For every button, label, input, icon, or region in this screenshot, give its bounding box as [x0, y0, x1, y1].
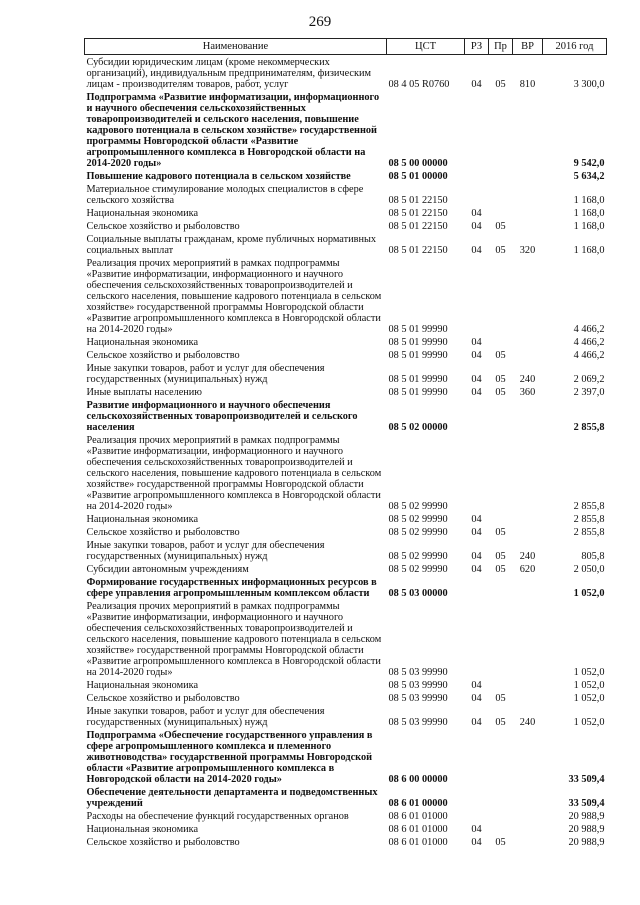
name-cell: Сельское хозяйство и рыболовство	[86, 837, 240, 848]
cst-cell: 08 4 05 R0760	[388, 79, 450, 90]
name-cell: Повышение кадрового потенциала в сельском хозяйстве	[86, 171, 351, 182]
vr-cell	[513, 525, 543, 538]
rz-cell	[465, 398, 489, 433]
rz-cell	[465, 785, 489, 809]
table-row	[85, 822, 607, 835]
table-row	[85, 512, 607, 525]
vr-cell: 360	[519, 387, 536, 398]
sum-cell: 1 052,0	[573, 693, 605, 704]
vr-cell	[513, 512, 543, 525]
rz-cell: 04	[471, 824, 482, 835]
table-row	[85, 335, 607, 348]
vr-cell	[513, 678, 543, 691]
pr-cell	[489, 822, 513, 835]
name-cell: Иные выплаты населению	[86, 387, 203, 398]
vr-cell	[513, 182, 543, 206]
header-pr: Пр	[489, 39, 513, 55]
vr-cell	[513, 728, 543, 785]
cst-cell: 08 5 02 99990	[388, 514, 448, 525]
table-row	[85, 433, 607, 512]
vr-cell	[513, 575, 543, 599]
cst-cell: 08 5 01 22150	[388, 195, 448, 206]
pr-cell	[489, 728, 513, 785]
name-cell: Сельское хозяйство и рыболовство	[86, 350, 240, 361]
pr-cell: 05	[495, 717, 506, 728]
rz-cell: 04	[471, 551, 482, 562]
pr-cell	[489, 256, 513, 335]
rz-cell	[465, 169, 489, 182]
sum-cell: 1 168,0	[573, 245, 605, 256]
cst-cell: 08 5 03 99990	[388, 693, 448, 704]
table-row	[85, 385, 607, 398]
name-cell: Национальная экономика	[86, 514, 199, 525]
table-row	[85, 348, 607, 361]
name-cell: Подпрограмма «Развитие информатизации, информационного и научного обеспечения сельскохозяйственных товаропроизводителей и сельского населения, повышение кадрового потенциала в сельском хозяйстве» государственной программы Новгородской области «Развитие агропромышленного комплекса в Новгородской области на 2014-2020 годы»	[86, 92, 380, 169]
cst-cell: 08 5 03 99990	[388, 667, 448, 678]
name-cell: Расходы на обеспечение функций государственных органов	[86, 811, 349, 822]
sum-cell: 805,8	[581, 551, 605, 562]
sum-cell: 2 069,2	[573, 374, 605, 385]
table-row	[85, 219, 607, 232]
vr-cell: 240	[519, 717, 536, 728]
cst-cell: 08 5 01 99990	[388, 387, 448, 398]
table-row	[85, 206, 607, 219]
rz-cell: 04	[471, 514, 482, 525]
pr-cell	[489, 575, 513, 599]
table-row	[85, 728, 607, 785]
sum-cell: 2 397,0	[573, 387, 605, 398]
pr-cell: 05	[495, 551, 506, 562]
rz-cell: 04	[471, 680, 482, 691]
pr-cell: 05	[495, 837, 506, 848]
pr-cell: 05	[495, 374, 506, 385]
table-row	[85, 704, 607, 728]
vr-cell	[513, 822, 543, 835]
pr-cell	[489, 599, 513, 678]
vr-cell: 240	[519, 551, 536, 562]
name-cell: Иные закупки товаров, работ и услуг для обеспечения государственных (муниципальных) нужд	[86, 706, 325, 728]
cst-cell: 08 5 03 99990	[388, 717, 448, 728]
name-cell: Иные закупки товаров, работ и услуг для обеспечения государственных (муниципальных) нужд	[86, 363, 325, 385]
pr-cell	[489, 90, 513, 169]
pr-cell	[489, 335, 513, 348]
header-rz: РЗ	[465, 39, 489, 55]
cst-cell: 08 5 03 00000	[388, 588, 448, 599]
sum-cell: 20 988,9	[568, 811, 605, 822]
cst-cell: 08 5 01 22150	[388, 208, 448, 219]
sum-cell: 20 988,9	[568, 837, 605, 848]
name-cell: Социальные выплаты гражданам, кроме публичных нормативных социальных выплат	[86, 234, 377, 256]
cst-cell: 08 6 00 00000	[388, 774, 448, 785]
name-cell: Иные закупки товаров, работ и услуг для обеспечения государственных (муниципальных) нужд	[86, 540, 325, 562]
vr-cell: 240	[519, 374, 536, 385]
name-cell: Сельское хозяйство и рыболовство	[86, 693, 240, 704]
sum-cell: 1 052,0	[573, 667, 605, 678]
table-row	[85, 835, 607, 848]
table-row	[85, 55, 607, 91]
name-cell: Подпрограмма «Обеспечение государственного управления в сфере агропромышленного комплекса и племенного животноводства» государственной программы Новгородской области «Развитие агропромышленного комплекса в Новгородской области на 2014-2020 годы»	[86, 730, 373, 785]
rz-cell: 04	[471, 350, 482, 361]
sum-cell: 5 634,2	[573, 171, 605, 182]
vr-cell	[513, 785, 543, 809]
sum-cell: 2 855,8	[573, 514, 605, 525]
vr-cell	[513, 691, 543, 704]
vr-cell	[513, 206, 543, 219]
cst-cell: 08 5 01 99990	[388, 374, 448, 385]
vr-cell: 320	[519, 245, 536, 256]
rz-cell: 04	[471, 221, 482, 232]
sum-cell: 1 168,0	[573, 195, 605, 206]
pr-cell: 05	[495, 527, 506, 538]
table-row	[85, 562, 607, 575]
table-row	[85, 90, 607, 169]
sum-cell: 4 466,2	[573, 350, 605, 361]
table-row	[85, 398, 607, 433]
sum-cell: 1 052,0	[573, 588, 605, 599]
cst-cell: 08 5 02 99990	[388, 564, 448, 575]
cst-cell: 08 5 03 99990	[388, 680, 448, 691]
name-cell: Сельское хозяйство и рыболовство	[86, 527, 240, 538]
cst-cell: 08 5 00 00000	[388, 158, 448, 169]
pr-cell: 05	[495, 693, 506, 704]
vr-cell	[513, 398, 543, 433]
vr-cell	[513, 256, 543, 335]
header-vr: ВР	[513, 39, 543, 55]
pr-cell	[489, 182, 513, 206]
table-row	[85, 232, 607, 256]
table-body	[85, 55, 607, 849]
cst-cell: 08 5 01 99990	[388, 350, 448, 361]
rz-cell: 04	[471, 245, 482, 256]
pr-cell	[489, 809, 513, 822]
rz-cell: 04	[471, 387, 482, 398]
name-cell: Сельское хозяйство и рыболовство	[86, 221, 240, 232]
name-cell: Обеспечение деятельности департамента и подведомственных учреждений	[86, 787, 378, 809]
rz-cell	[465, 809, 489, 822]
rz-cell: 04	[471, 837, 482, 848]
budget-table	[84, 38, 607, 848]
table-row	[85, 256, 607, 335]
vr-cell	[513, 835, 543, 848]
name-cell: Национальная экономика	[86, 337, 199, 348]
sum-cell: 2 855,8	[573, 501, 605, 512]
table-row	[85, 809, 607, 822]
name-cell: Реализация прочих мероприятий в рамках подпрограммы «Развитие информатизации, информационного и научного обеспечения сельскохозяйственных товаропроизводителей и сельского населения, повышение кадрового потенциала в сельском хозяйстве» государственной программы Новгородской области «Развитие агропромышленного комплекса в Новгородской области на 2014-2020 годы»	[86, 601, 382, 678]
rz-cell	[465, 256, 489, 335]
name-cell: Материальное стимулирование молодых специалистов в сфере сельского хозяйства	[86, 184, 364, 206]
cst-cell: 08 6 01 01000	[388, 811, 448, 822]
sum-cell: 1 168,0	[573, 221, 605, 232]
table-row	[85, 538, 607, 562]
rz-cell: 04	[471, 693, 482, 704]
sum-cell: 4 466,2	[573, 337, 605, 348]
table-row	[85, 169, 607, 182]
header-cst: ЦСТ	[387, 39, 465, 55]
rz-cell: 04	[471, 79, 482, 90]
sum-cell: 2 855,8	[573, 422, 605, 433]
rz-cell	[465, 433, 489, 512]
cst-cell: 08 5 01 22150	[388, 221, 448, 232]
table-row	[85, 182, 607, 206]
rz-cell: 04	[471, 208, 482, 219]
sum-cell: 4 466,2	[573, 324, 605, 335]
vr-cell	[513, 169, 543, 182]
table-row	[85, 599, 607, 678]
table-row	[85, 691, 607, 704]
cst-cell: 08 5 02 99990	[388, 527, 448, 538]
rz-cell	[465, 90, 489, 169]
sum-cell: 33 509,4	[568, 774, 605, 785]
rz-cell: 04	[471, 374, 482, 385]
pr-cell	[489, 169, 513, 182]
cst-cell: 08 5 01 00000	[388, 171, 448, 182]
rz-cell: 04	[471, 564, 482, 575]
vr-cell	[513, 219, 543, 232]
cst-cell: 08 5 01 99990	[388, 337, 448, 348]
pr-cell: 05	[495, 350, 506, 361]
pr-cell: 05	[495, 79, 506, 90]
sum-cell: 1 052,0	[573, 680, 605, 691]
name-cell: Развитие информационного и научного обеспечения сельскохозяйственных товаропроизводителей и сельского населения	[86, 400, 358, 433]
cst-cell: 08 6 01 00000	[388, 798, 448, 809]
pr-cell	[489, 398, 513, 433]
table-row	[85, 525, 607, 538]
rz-cell	[465, 728, 489, 785]
name-cell: Реализация прочих мероприятий в рамках подпрограммы «Развитие информатизации, информационного и научного обеспечения сельскохозяйственных товаропроизводителей и сельского населения, повышение кадрового потенциала в сельском хозяйстве» государственной программы Новгородской области «Развитие агропромышленного комплекса в Новгородской области на 2014-2020 годы»	[86, 435, 382, 512]
vr-cell	[513, 335, 543, 348]
rz-cell: 04	[471, 337, 482, 348]
table-row	[85, 785, 607, 809]
sum-cell: 2 050,0	[573, 564, 605, 575]
table-row	[85, 678, 607, 691]
vr-cell: 810	[519, 79, 536, 90]
cst-cell: 08 5 01 99990	[388, 324, 448, 335]
sum-cell: 2 855,8	[573, 527, 605, 538]
cst-cell: 08 6 01 01000	[388, 824, 448, 835]
rz-cell	[465, 182, 489, 206]
rz-cell: 04	[471, 717, 482, 728]
table-header-row	[85, 39, 607, 55]
pr-cell	[489, 206, 513, 219]
cst-cell: 08 5 02 99990	[388, 501, 448, 512]
rz-cell: 04	[471, 527, 482, 538]
vr-cell	[513, 348, 543, 361]
header-name: Наименование	[85, 39, 387, 55]
cst-cell: 08 5 02 99990	[388, 551, 448, 562]
sum-cell: 20 988,9	[568, 824, 605, 835]
name-cell: Субсидии автономным учреждениям	[86, 564, 249, 575]
name-cell: Национальная экономика	[86, 680, 199, 691]
name-cell: Национальная экономика	[86, 208, 199, 219]
name-cell: Субсидии юридическим лицам (кроме некоммерческих организаций), индивидуальным предпринимателям, физическим лицам - производителям товаров, работ, услуг	[86, 57, 372, 90]
pr-cell: 05	[495, 564, 506, 575]
vr-cell	[513, 599, 543, 678]
vr-cell	[513, 433, 543, 512]
sum-cell: 9 542,0	[573, 158, 605, 169]
rz-cell	[465, 599, 489, 678]
pr-cell	[489, 512, 513, 525]
vr-cell: 620	[519, 564, 536, 575]
cst-cell: 08 5 01 22150	[388, 245, 448, 256]
header-year: 2016 год	[543, 39, 607, 55]
rz-cell	[465, 575, 489, 599]
vr-cell	[513, 809, 543, 822]
table-row	[85, 575, 607, 599]
sum-cell: 33 509,4	[568, 798, 605, 809]
name-cell: Формирование государственных информационных ресурсов в сфере управления агропромышленным комплексом области	[86, 577, 377, 599]
pr-cell	[489, 785, 513, 809]
name-cell: Реализация прочих мероприятий в рамках подпрограммы «Развитие информатизации, информационного и научного обеспечения сельскохозяйственных товаропроизводителей и сельского населения, повышение кадрового потенциала в сельском хозяйстве» государственной программы Новгородской области «Развитие агропромышленного комплекса в Новгородской области на 2014-2020 годы»	[86, 258, 382, 335]
page-number: 269	[308, 14, 332, 30]
pr-cell: 05	[495, 245, 506, 256]
pr-cell	[489, 433, 513, 512]
pr-cell	[489, 678, 513, 691]
table-row	[85, 361, 607, 385]
sum-cell: 1 052,0	[573, 717, 605, 728]
pr-cell: 05	[495, 387, 506, 398]
pr-cell: 05	[495, 221, 506, 232]
sum-cell: 3 300,0	[573, 79, 605, 90]
name-cell: Национальная экономика	[86, 824, 199, 835]
cst-cell: 08 5 02 00000	[388, 422, 448, 433]
sum-cell: 1 168,0	[573, 208, 605, 219]
cst-cell: 08 6 01 01000	[388, 837, 448, 848]
vr-cell	[513, 90, 543, 169]
